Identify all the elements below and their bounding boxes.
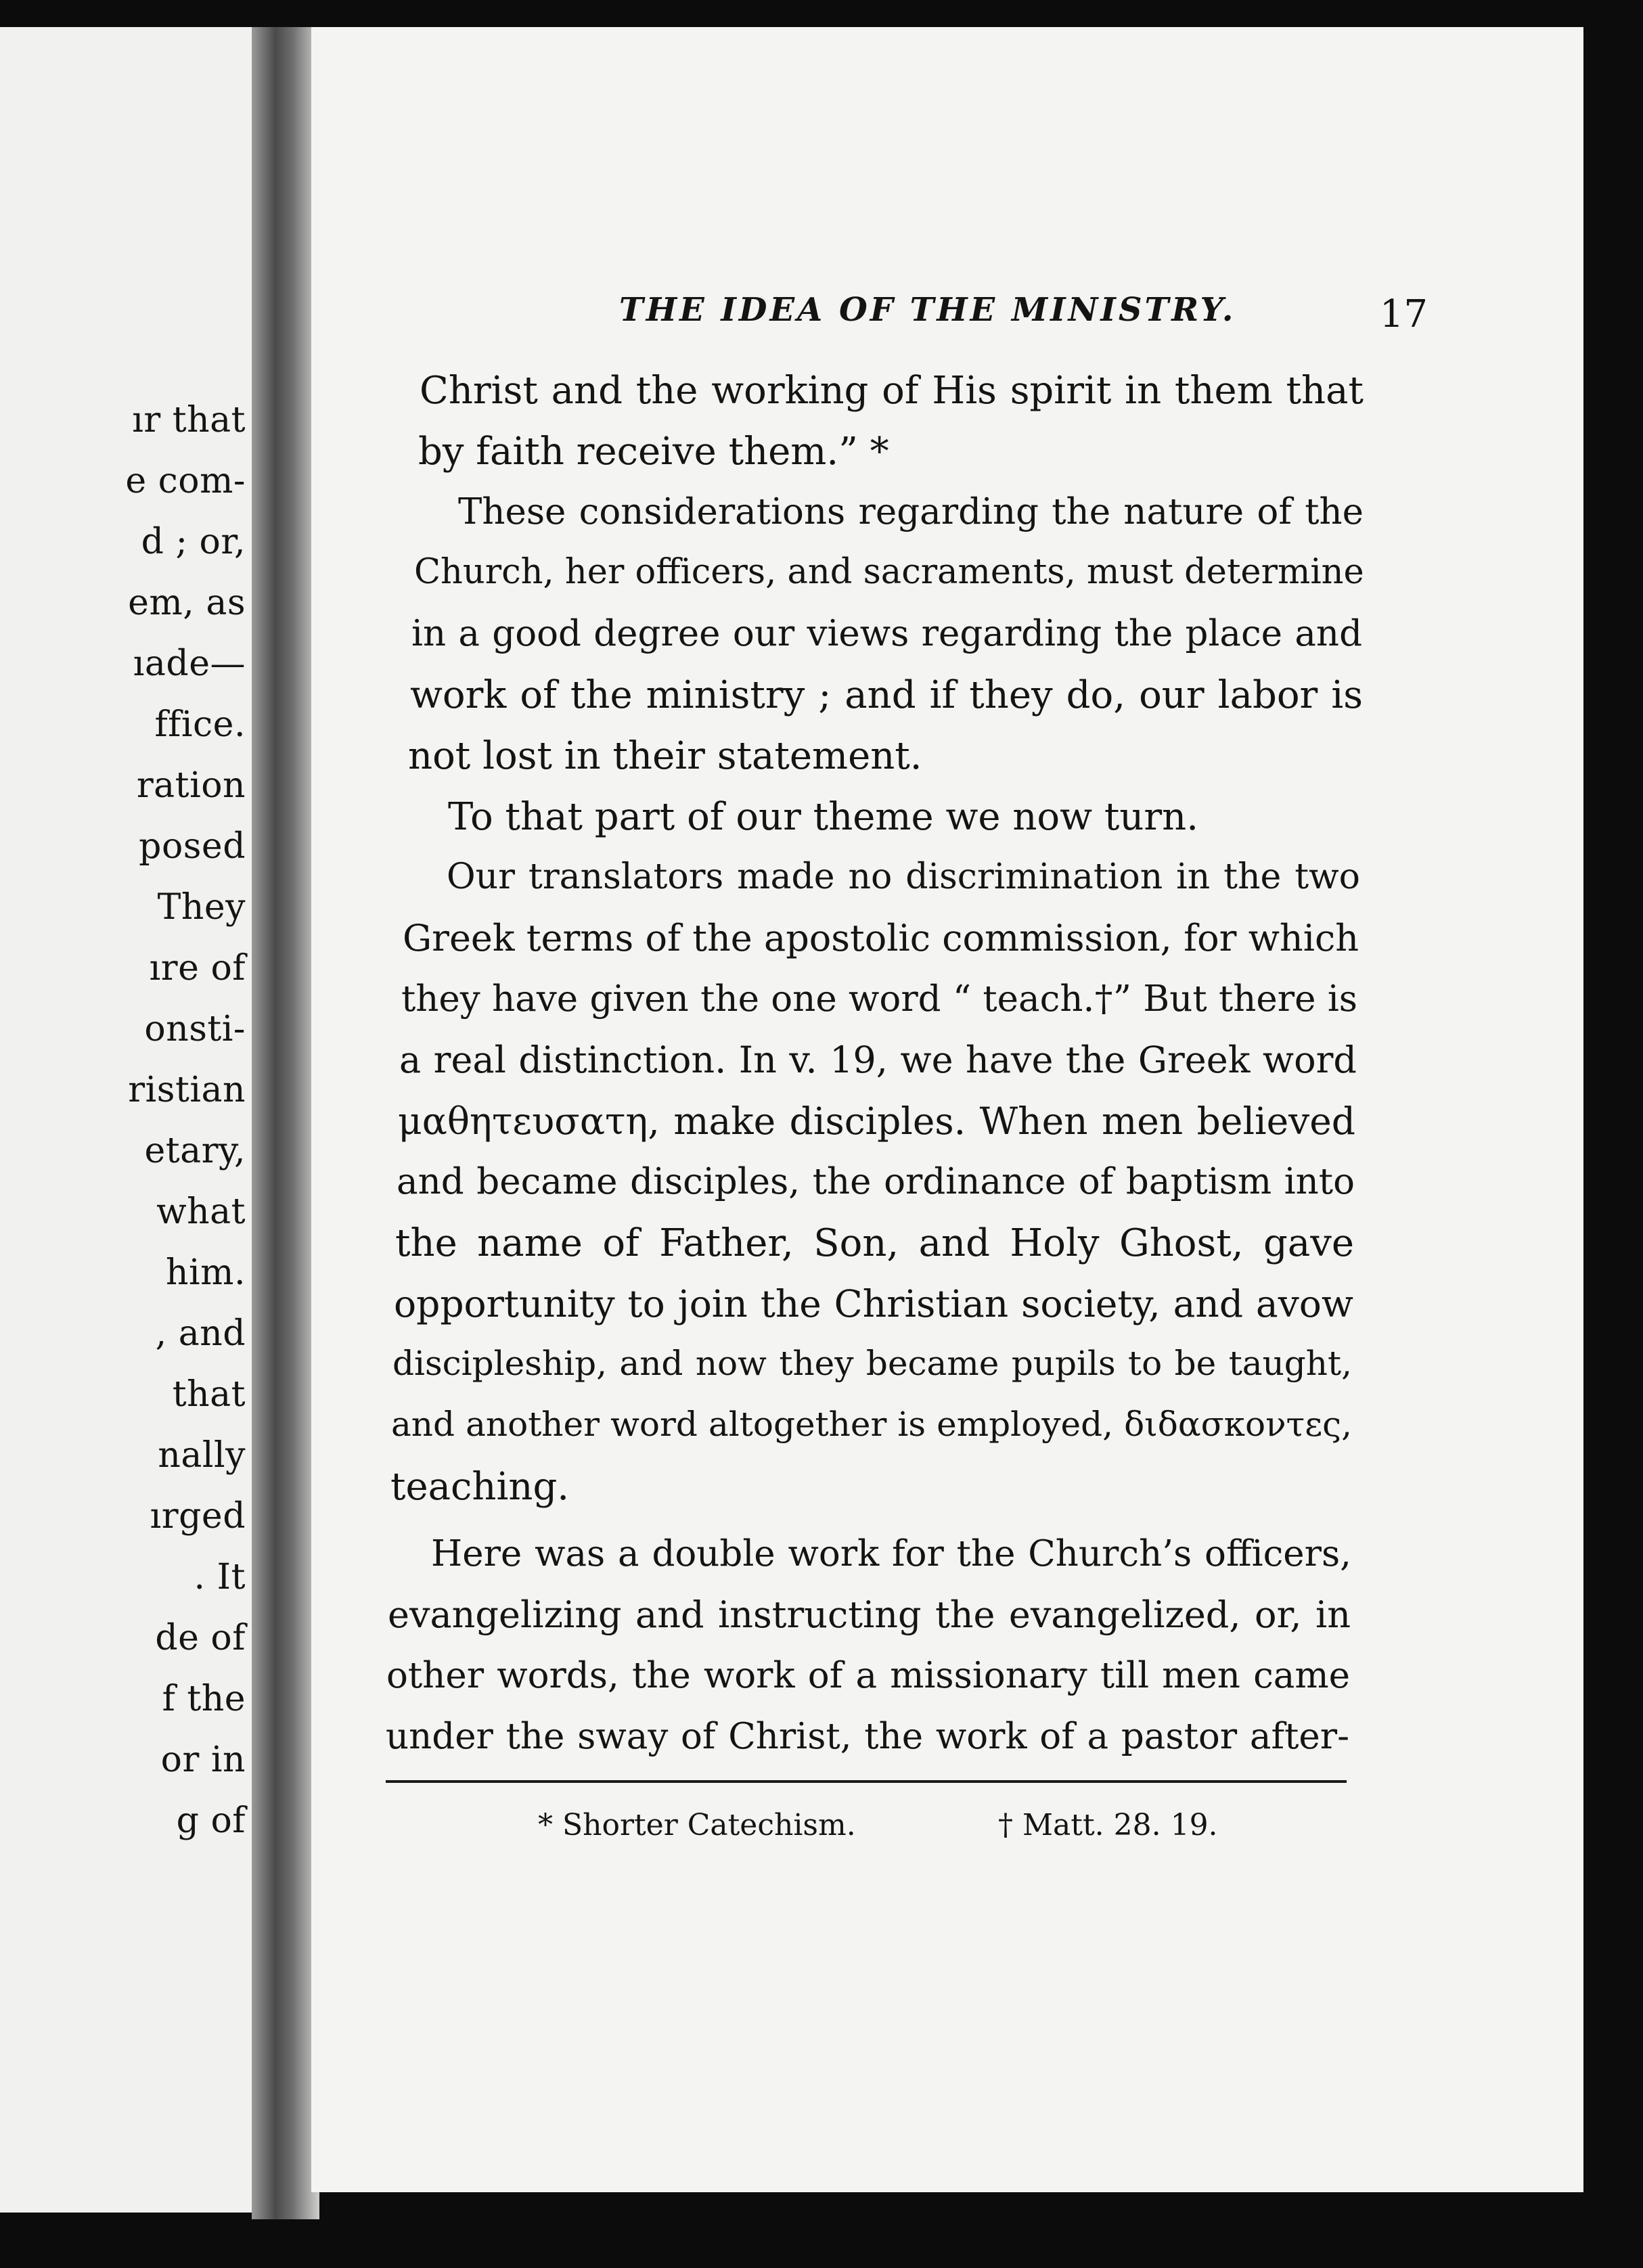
text-line: and another word altogether is employed, διδασκοντες, bbox=[391, 1405, 1352, 1444]
text-line: discipleship, and now they became pupils to be taught, bbox=[392, 1344, 1352, 1383]
text-line: work of the ministry ; and if they do, our labor is bbox=[410, 673, 1363, 717]
running-head: THE IDEA OF THE MINISTRY. bbox=[619, 291, 1236, 329]
left-page-line: what bbox=[156, 1192, 246, 1232]
text-line: Church, her officers, and sacraments, must determine bbox=[414, 552, 1364, 592]
left-page-line: ristian bbox=[128, 1070, 246, 1110]
previous-page-fragment bbox=[0, 27, 261, 2213]
left-page-line: ır that bbox=[132, 400, 246, 440]
left-page-line: g of bbox=[176, 1800, 246, 1841]
text-line: evangelizing and instructing the evangelized, or, in bbox=[388, 1593, 1351, 1636]
footnote-shorter-catechism: * Shorter Catechism. bbox=[538, 1808, 856, 1842]
left-page-line: him. bbox=[166, 1252, 246, 1293]
left-page-line: that bbox=[172, 1374, 246, 1415]
left-page-line: onsti- bbox=[144, 1009, 246, 1049]
text-line: To that part of our theme we now turn. bbox=[448, 795, 1199, 839]
text-line: μαθητευσατη, make disciples. When men believed bbox=[398, 1099, 1355, 1143]
text-line: in a good degree our views regarding the place and bbox=[411, 613, 1362, 654]
left-page-line: or in bbox=[160, 1740, 246, 1780]
text-line: a real distinction. In v. 19, we have the Greek word bbox=[399, 1039, 1357, 1081]
left-page-line: They bbox=[157, 887, 246, 928]
footnote-matt: † Matt. 28. 19. bbox=[998, 1808, 1218, 1842]
text-line: by faith receive them.” * bbox=[418, 430, 889, 474]
left-page-line: etary, bbox=[144, 1131, 246, 1171]
text-line: Our translators made no discrimination in the two bbox=[447, 857, 1360, 897]
page-number: 17 bbox=[1379, 292, 1428, 336]
book-gutter-shadow bbox=[252, 27, 319, 2219]
footnote-rule bbox=[386, 1780, 1347, 1783]
text-line: under the sway of Christ, the work of a pastor after- bbox=[386, 1716, 1349, 1757]
text-line: opportunity to join the Christian society, and avow bbox=[394, 1282, 1353, 1325]
text-line: teaching. bbox=[390, 1465, 570, 1509]
left-page-line: de of bbox=[155, 1618, 246, 1658]
page bbox=[311, 27, 1583, 2192]
left-page-line: , and bbox=[155, 1313, 246, 1354]
left-page-line: . It bbox=[194, 1557, 246, 1597]
text-line: Christ and the working of His spirit in them that bbox=[420, 369, 1364, 413]
text-line: not lost in their statement. bbox=[408, 734, 922, 778]
left-page-line: nally bbox=[158, 1435, 246, 1476]
left-page-line: posed bbox=[139, 826, 246, 867]
text-line: they have given the one word “ teach.†” But there is bbox=[401, 978, 1357, 1020]
left-page-line: d ; or, bbox=[141, 522, 246, 562]
left-page-line: f the bbox=[162, 1679, 246, 1719]
left-page-line: ıade— bbox=[133, 643, 246, 684]
text-line: Greek terms of the apostolic commission, for which bbox=[403, 917, 1359, 959]
left-page-line: em, as bbox=[128, 583, 246, 623]
text-line: the name of Father, Son, and Holy Ghost, gave bbox=[395, 1221, 1354, 1265]
text-line: These considerations regarding the nature of the bbox=[458, 491, 1364, 532]
text-line: Here was a double work for the Church’s officers, bbox=[431, 1533, 1351, 1574]
left-page-line: ıre of bbox=[149, 948, 246, 989]
left-page-line: ration bbox=[136, 765, 246, 806]
text-line: other words, the work of a missionary till men came bbox=[386, 1655, 1350, 1696]
left-page-line: e com- bbox=[125, 461, 246, 501]
left-page-line: ırged bbox=[150, 1496, 246, 1537]
text-line: and became disciples, the ordinance of baptism into bbox=[397, 1161, 1355, 1202]
left-page-line: ffice. bbox=[154, 704, 246, 745]
